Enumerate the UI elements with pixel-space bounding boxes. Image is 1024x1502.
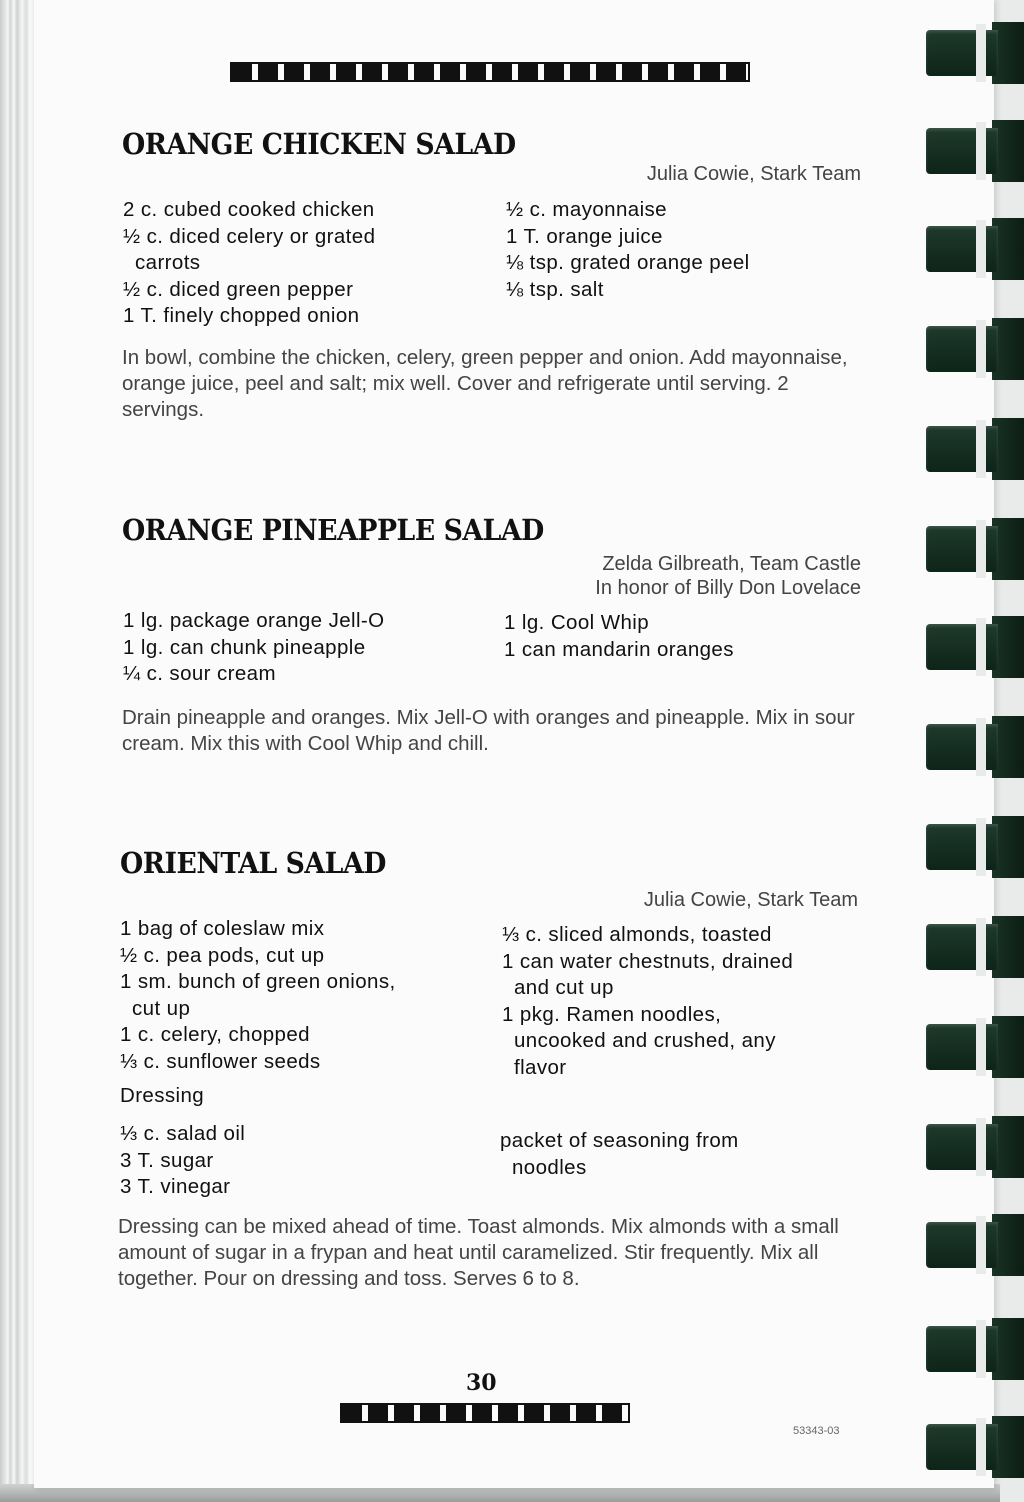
author-line: Julia Cowie, Stark Team [643, 889, 858, 911]
checker-bar-top [230, 62, 750, 82]
ingredient: cut up [132, 996, 191, 1020]
ingredient: 1 T. finely chopped onion [123, 304, 360, 327]
print-code: 53343-03 [793, 1425, 840, 1437]
author-line: In honor of Billy Don Lovelace [595, 577, 861, 599]
recipe-directions: Dressing can be mixed ahead of time. Toast almonds. Mix almonds with a small amount of sugar in a frypan and heat until caramelized. Stir frequently. Mix all together. Pour on dressing and toss. Serves 6 to 8. [118, 1215, 839, 1290]
recipe-author [644, 888, 858, 912]
recipe-title-oriental: ORIENTAL SALAD [120, 846, 386, 880]
recipe-author [595, 552, 861, 600]
ingredients-right [502, 922, 793, 1081]
author-line: Zelda Gilbreath, Team Castle [602, 553, 861, 575]
ingredient: 3 T. vinegar [120, 1175, 231, 1198]
ingredient: ½ c. diced celery or grated [123, 224, 376, 248]
binding-coil [926, 1416, 1024, 1478]
ingredient: 1 can water chestnuts, drained [502, 949, 794, 973]
ingredient: 3 T. sugar [120, 1148, 214, 1172]
ingredient: ¼ c. sour cream [123, 662, 276, 685]
page-number: 30 [466, 1370, 497, 1396]
dressing-ingredients-left [120, 1121, 245, 1201]
recipe-author [647, 162, 861, 186]
binding-coil [926, 1318, 1024, 1380]
binding-coil [926, 616, 1024, 678]
ingredient: ⅛ tsp. salt [506, 277, 604, 301]
recipe-directions: In bowl, combine the chicken, celery, green pepper and onion. Add mayonnaise, orange juice, peel and salt; mix well. Cover and refrigerate until serving. 2 servings. [122, 346, 848, 421]
recipe-title-orange-chicken: ORANGE CHICKEN SALAD [122, 127, 516, 161]
dressing-ingredients-right [500, 1128, 739, 1181]
ingredients-right [506, 197, 750, 303]
binding-coil [926, 218, 1024, 280]
binding-coil [926, 120, 1024, 182]
ingredient: ½ c. mayonnaise [506, 198, 667, 221]
ingredient: ⅓ c. salad oil [120, 1122, 246, 1145]
ingredient: 1 lg. can chunk pineapple [123, 635, 366, 659]
binding-coil [926, 318, 1024, 380]
ingredient: ⅛ tsp. grated orange peel [506, 251, 750, 274]
ingredients-left [120, 916, 396, 1075]
ingredient: ⅓ c. sunflower seeds [120, 1049, 321, 1073]
ingredient: carrots [135, 251, 201, 274]
ingredient: 1 lg. package orange Jell-O [123, 609, 385, 632]
recipe-directions: Drain pineapple and oranges. Mix Jell-O with oranges and pineapple. Mix in sour cream. Mix this with Cool Whip and chill. [122, 706, 855, 755]
ingredient: 1 T. orange juice [506, 224, 663, 248]
ingredients-left [123, 197, 375, 330]
ingredient: 1 pkg. Ramen noodles, [502, 1002, 722, 1026]
ingredient: and cut up [514, 976, 614, 999]
ingredient: 2 c. cubed cooked chicken [123, 198, 375, 221]
binding-coil [926, 22, 1024, 84]
ingredient: 1 sm. bunch of green onions, [120, 970, 396, 993]
binding-coil [926, 518, 1024, 580]
binding-coil [926, 916, 1024, 978]
ingredient: 1 c. celery, chopped [120, 1023, 310, 1046]
author-line: Julia Cowie, Stark Team [646, 163, 861, 185]
ingredient: noodles [512, 1155, 587, 1179]
ingredients-right [504, 610, 734, 663]
spiral-binding [926, 0, 1024, 1502]
recipe-title-orange-pineapple: ORANGE PINEAPPLE SALAD [122, 513, 544, 547]
binding-coil [926, 716, 1024, 778]
ingredients-left [123, 608, 385, 688]
ingredient: ½ c. pea pods, cut up [120, 943, 325, 967]
ingredient: ½ c. diced green pepper [123, 277, 354, 301]
binding-coil [926, 1016, 1024, 1078]
ingredient: packet of seasoning from [500, 1129, 739, 1152]
checker-bar-bottom [340, 1403, 630, 1423]
ingredient: uncooked and crushed, any [514, 1029, 776, 1052]
binding-coil [926, 1116, 1024, 1178]
ingredient: 1 bag of coleslaw mix [120, 917, 325, 940]
ingredient: 1 can mandarin oranges [504, 637, 734, 661]
ingredient: ⅓ c. sliced almonds, toasted [502, 923, 772, 946]
dressing-label: Dressing [120, 1084, 205, 1107]
ingredient: flavor [514, 1055, 567, 1079]
ingredient: 1 lg. Cool Whip [504, 611, 650, 634]
binding-coil [926, 418, 1024, 480]
binding-coil [926, 1214, 1024, 1276]
binding-coil [926, 816, 1024, 878]
